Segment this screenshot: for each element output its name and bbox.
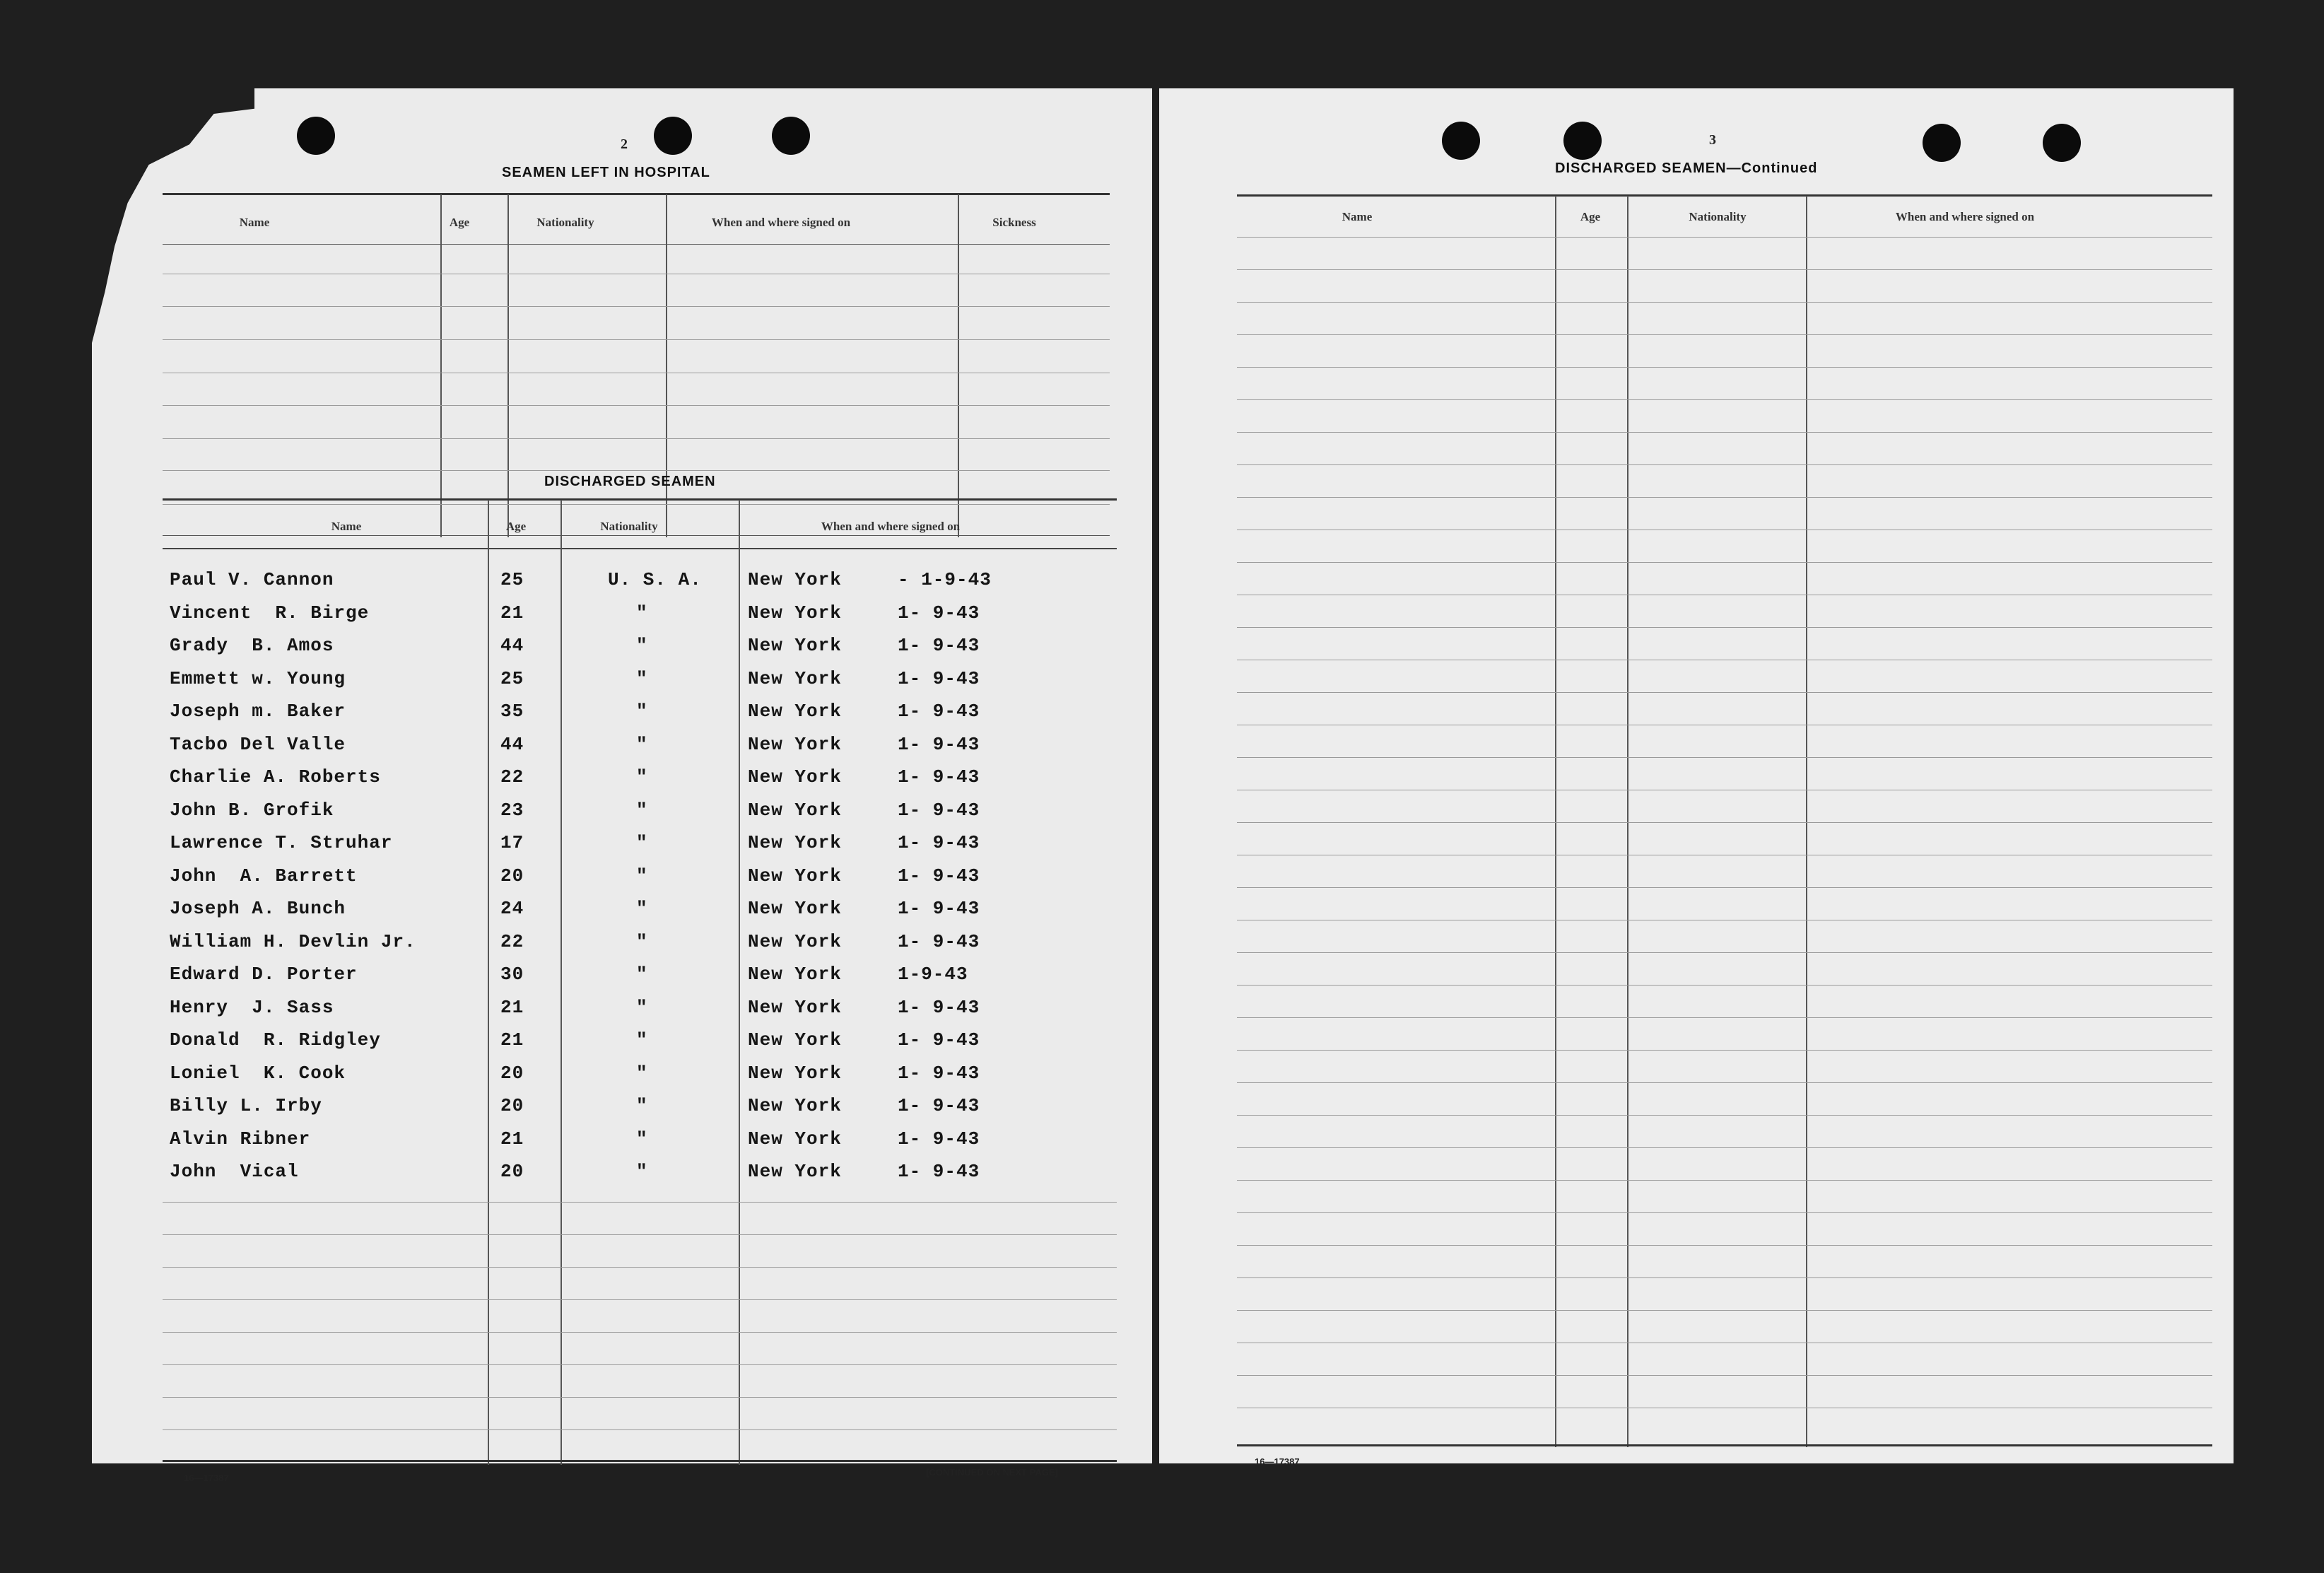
signed-on-place: New York	[748, 1029, 842, 1051]
seaman-nationality: "	[636, 1029, 648, 1051]
right-page	[1159, 88, 2234, 1467]
column-divider	[958, 194, 959, 537]
seaman-age: 44	[500, 635, 524, 656]
seaman-nationality: "	[636, 701, 648, 722]
rule	[1237, 1017, 2212, 1018]
rule	[163, 1332, 1117, 1333]
rule	[163, 306, 1110, 307]
signed-on-place: New York	[748, 1095, 842, 1116]
rule	[1237, 1212, 2212, 1213]
rule	[163, 1234, 1117, 1235]
hospital-section-title: SEAMEN LEFT IN HOSPITAL	[502, 165, 710, 180]
seaman-nationality: "	[636, 800, 648, 821]
rule	[163, 244, 1110, 245]
col-header-nationality: Nationality	[1689, 210, 1747, 223]
signed-on-place: New York	[748, 602, 842, 624]
seaman-age: 21	[500, 1029, 524, 1051]
seaman-name: Tacbo Del Valle	[170, 734, 346, 755]
seaman-age: 20	[500, 1095, 524, 1116]
signed-on-date: 1- 9-43	[898, 1029, 980, 1051]
seaman-age: 35	[500, 701, 524, 722]
seaman-nationality: "	[636, 1161, 648, 1182]
rule	[1237, 237, 2212, 238]
col-header-nationality: Nationality	[536, 216, 594, 229]
seaman-name: Loniel K. Cook	[170, 1063, 346, 1084]
rule	[1237, 627, 2212, 628]
signed-on-place: New York	[748, 1161, 842, 1182]
seaman-name: Alvin Ribner	[170, 1128, 311, 1150]
seaman-nationality: "	[636, 766, 648, 788]
col-header-signed-on: When and where signed on	[1895, 210, 2035, 223]
signed-on-place: New York	[748, 964, 842, 985]
signed-on-place: New York	[748, 832, 842, 853]
seaman-nationality: "	[636, 931, 648, 952]
seaman-nationality: "	[636, 1128, 648, 1150]
signed-on-place: New York	[748, 635, 842, 656]
seaman-nationality: "	[636, 602, 648, 624]
seaman-age: 25	[500, 668, 524, 689]
punch-hole	[1563, 122, 1602, 160]
signed-on-date: 1- 9-43	[898, 898, 980, 919]
signed-on-date: 1- 9-43	[898, 1128, 980, 1150]
seaman-nationality: "	[636, 734, 648, 755]
rule	[1237, 367, 2212, 368]
seaman-age: 21	[500, 997, 524, 1018]
left-page	[92, 88, 1152, 1483]
seaman-name: Charlie A. Roberts	[170, 766, 381, 788]
rule	[163, 1397, 1117, 1398]
seaman-age: 22	[500, 931, 524, 952]
signed-on-place: New York	[748, 701, 842, 722]
rule	[163, 1202, 1117, 1203]
seaman-name: Vincent R. Birge	[170, 602, 370, 624]
seaman-age: 20	[500, 865, 524, 887]
column-divider	[739, 500, 740, 1465]
punch-hole	[654, 117, 692, 155]
seaman-name: Donald R. Ridgley	[170, 1029, 381, 1051]
seaman-name: John A. Barrett	[170, 865, 358, 887]
seaman-age: 25	[500, 569, 524, 590]
signed-on-date: 1- 9-43	[898, 766, 980, 788]
rule	[1237, 194, 2212, 197]
rule	[163, 405, 1110, 406]
rule	[163, 535, 1110, 536]
signed-on-place: New York	[748, 1128, 842, 1150]
signed-on-date: 1- 9-43	[898, 865, 980, 887]
col-header-sickness: Sickness	[992, 216, 1036, 229]
seaman-nationality: "	[636, 832, 648, 853]
rule	[1237, 497, 2212, 498]
seaman-nationality: "	[636, 898, 648, 919]
rule	[163, 470, 1110, 471]
rule	[163, 438, 1110, 439]
discharged-continued-title: DISCHARGED SEAMEN—Continued	[1555, 160, 1818, 176]
signed-on-place: New York	[748, 668, 842, 689]
seaman-nationality: "	[636, 865, 648, 887]
seaman-name: Grady B. Amos	[170, 635, 334, 656]
col-header-name: Name	[1342, 210, 1373, 223]
punch-hole	[772, 117, 810, 155]
rule	[1237, 432, 2212, 433]
discharged-section-title: DISCHARGED SEAMEN	[544, 474, 716, 489]
seaman-name: Paul V. Cannon	[170, 569, 334, 590]
rule	[163, 498, 1117, 501]
page-number: 3	[1709, 132, 1716, 148]
seaman-name: Edward D. Porter	[170, 964, 358, 985]
rule	[1237, 302, 2212, 303]
rule	[163, 548, 1117, 549]
signed-on-date: 1- 9-43	[898, 602, 980, 624]
punch-hole	[1442, 122, 1480, 160]
rule	[163, 339, 1110, 340]
seaman-age: 44	[500, 734, 524, 755]
signed-on-place: New York	[748, 734, 842, 755]
seaman-name: Emmett w. Young	[170, 668, 346, 689]
col-header-signed-on: When and where signed on	[821, 520, 961, 533]
rule	[1237, 1245, 2212, 1246]
column-divider	[488, 500, 489, 1465]
seaman-age: 17	[500, 832, 524, 853]
punch-hole	[2043, 124, 2081, 162]
rule	[1237, 887, 2212, 888]
signed-on-date: 1- 9-43	[898, 734, 980, 755]
rule	[1237, 334, 2212, 335]
rule	[1237, 985, 2212, 986]
signed-on-date: 1- 9-43	[898, 635, 980, 656]
seaman-name: John B. Grofik	[170, 800, 334, 821]
seaman-name: Joseph A. Bunch	[170, 898, 346, 919]
rule	[1237, 822, 2212, 823]
col-header-age: Age	[449, 216, 470, 229]
punch-hole	[1923, 124, 1961, 162]
col-header-nationality: Nationality	[600, 520, 658, 533]
seaman-nationality: "	[636, 635, 648, 656]
rule	[1237, 692, 2212, 693]
rule	[1237, 399, 2212, 400]
rule	[1237, 1050, 2212, 1051]
seaman-age: 30	[500, 964, 524, 985]
rule	[163, 1267, 1117, 1268]
signed-on-place: New York	[748, 1063, 842, 1084]
signed-on-date: 1- 9-43	[898, 1095, 980, 1116]
rule	[1237, 1444, 2212, 1446]
rule	[1237, 562, 2212, 563]
rule	[163, 1460, 1117, 1462]
signed-on-date: 1- 9-43	[898, 997, 980, 1018]
rule	[1237, 1082, 2212, 1083]
seaman-nationality: "	[636, 997, 648, 1018]
signed-on-date: 1- 9-43	[898, 701, 980, 722]
signed-on-place: New York	[748, 800, 842, 821]
signed-on-place: New York	[748, 931, 842, 952]
column-divider	[561, 500, 562, 1465]
col-header-signed-on: When and where signed on	[711, 216, 851, 229]
rule	[163, 1364, 1117, 1365]
rule	[1237, 269, 2212, 270]
seaman-name: Henry J. Sass	[170, 997, 334, 1018]
seaman-age: 21	[500, 1128, 524, 1150]
seaman-age: 20	[500, 1161, 524, 1182]
rule	[163, 193, 1110, 195]
signed-on-place: New York	[748, 569, 842, 590]
rule	[1237, 1277, 2212, 1278]
form-number: 16—17387	[184, 1473, 229, 1483]
signed-on-date: 1- 9-43	[898, 832, 980, 853]
seaman-age: 21	[500, 602, 524, 624]
signed-on-place: New York	[748, 766, 842, 788]
rule	[1237, 1115, 2212, 1116]
page-number: 2	[621, 136, 628, 152]
seaman-nationality: "	[636, 1063, 648, 1084]
seaman-name: William H. Devlin Jr.	[170, 931, 416, 952]
seaman-age: 23	[500, 800, 524, 821]
col-header-name: Name	[331, 520, 362, 533]
signed-on-place: New York	[748, 898, 842, 919]
rule	[1237, 1180, 2212, 1181]
rule	[1237, 1375, 2212, 1376]
rule	[1237, 1147, 2212, 1148]
signed-on-place: New York	[748, 865, 842, 887]
rule	[163, 504, 1110, 505]
col-header-age: Age	[1580, 210, 1601, 223]
column-divider	[1806, 196, 1807, 1447]
seaman-name: Lawrence T. Struhar	[170, 832, 393, 853]
seaman-name: Joseph m. Baker	[170, 701, 346, 722]
column-divider	[440, 194, 442, 537]
seaman-age: 22	[500, 766, 524, 788]
col-header-age: Age	[505, 520, 527, 533]
seaman-name: Billy L. Irby	[170, 1095, 322, 1116]
column-divider	[1555, 196, 1556, 1447]
form-number: 16—17387	[1255, 1456, 1300, 1467]
signed-on-date: 1- 9-43	[898, 1161, 980, 1182]
continued-note: [CONTINUED ON NEXT PAGE]	[926, 1467, 1058, 1478]
rule	[163, 1299, 1117, 1300]
column-divider	[1627, 196, 1628, 1447]
signed-on-date: 1- 9-43	[898, 668, 980, 689]
rule	[163, 1429, 1117, 1430]
signed-on-place: New York	[748, 997, 842, 1018]
signed-on-date: - 1-9-43	[898, 569, 992, 590]
seaman-nationality: "	[636, 1095, 648, 1116]
seaman-age: 20	[500, 1063, 524, 1084]
punch-hole	[297, 117, 335, 155]
rule	[1237, 952, 2212, 953]
seaman-nationality: "	[636, 668, 648, 689]
column-divider	[507, 194, 509, 537]
signed-on-date: 1- 9-43	[898, 931, 980, 952]
rule	[1237, 757, 2212, 758]
rule	[1237, 1310, 2212, 1311]
seaman-age: 24	[500, 898, 524, 919]
seaman-name: John Vical	[170, 1161, 299, 1182]
signed-on-date: 1- 9-43	[898, 1063, 980, 1084]
seaman-nationality: U. S. A.	[608, 569, 702, 590]
signed-on-date: 1- 9-43	[898, 800, 980, 821]
seaman-nationality: "	[636, 964, 648, 985]
signed-on-date: 1-9-43	[898, 964, 968, 985]
col-header-name: Name	[239, 216, 270, 229]
rule	[1237, 464, 2212, 465]
